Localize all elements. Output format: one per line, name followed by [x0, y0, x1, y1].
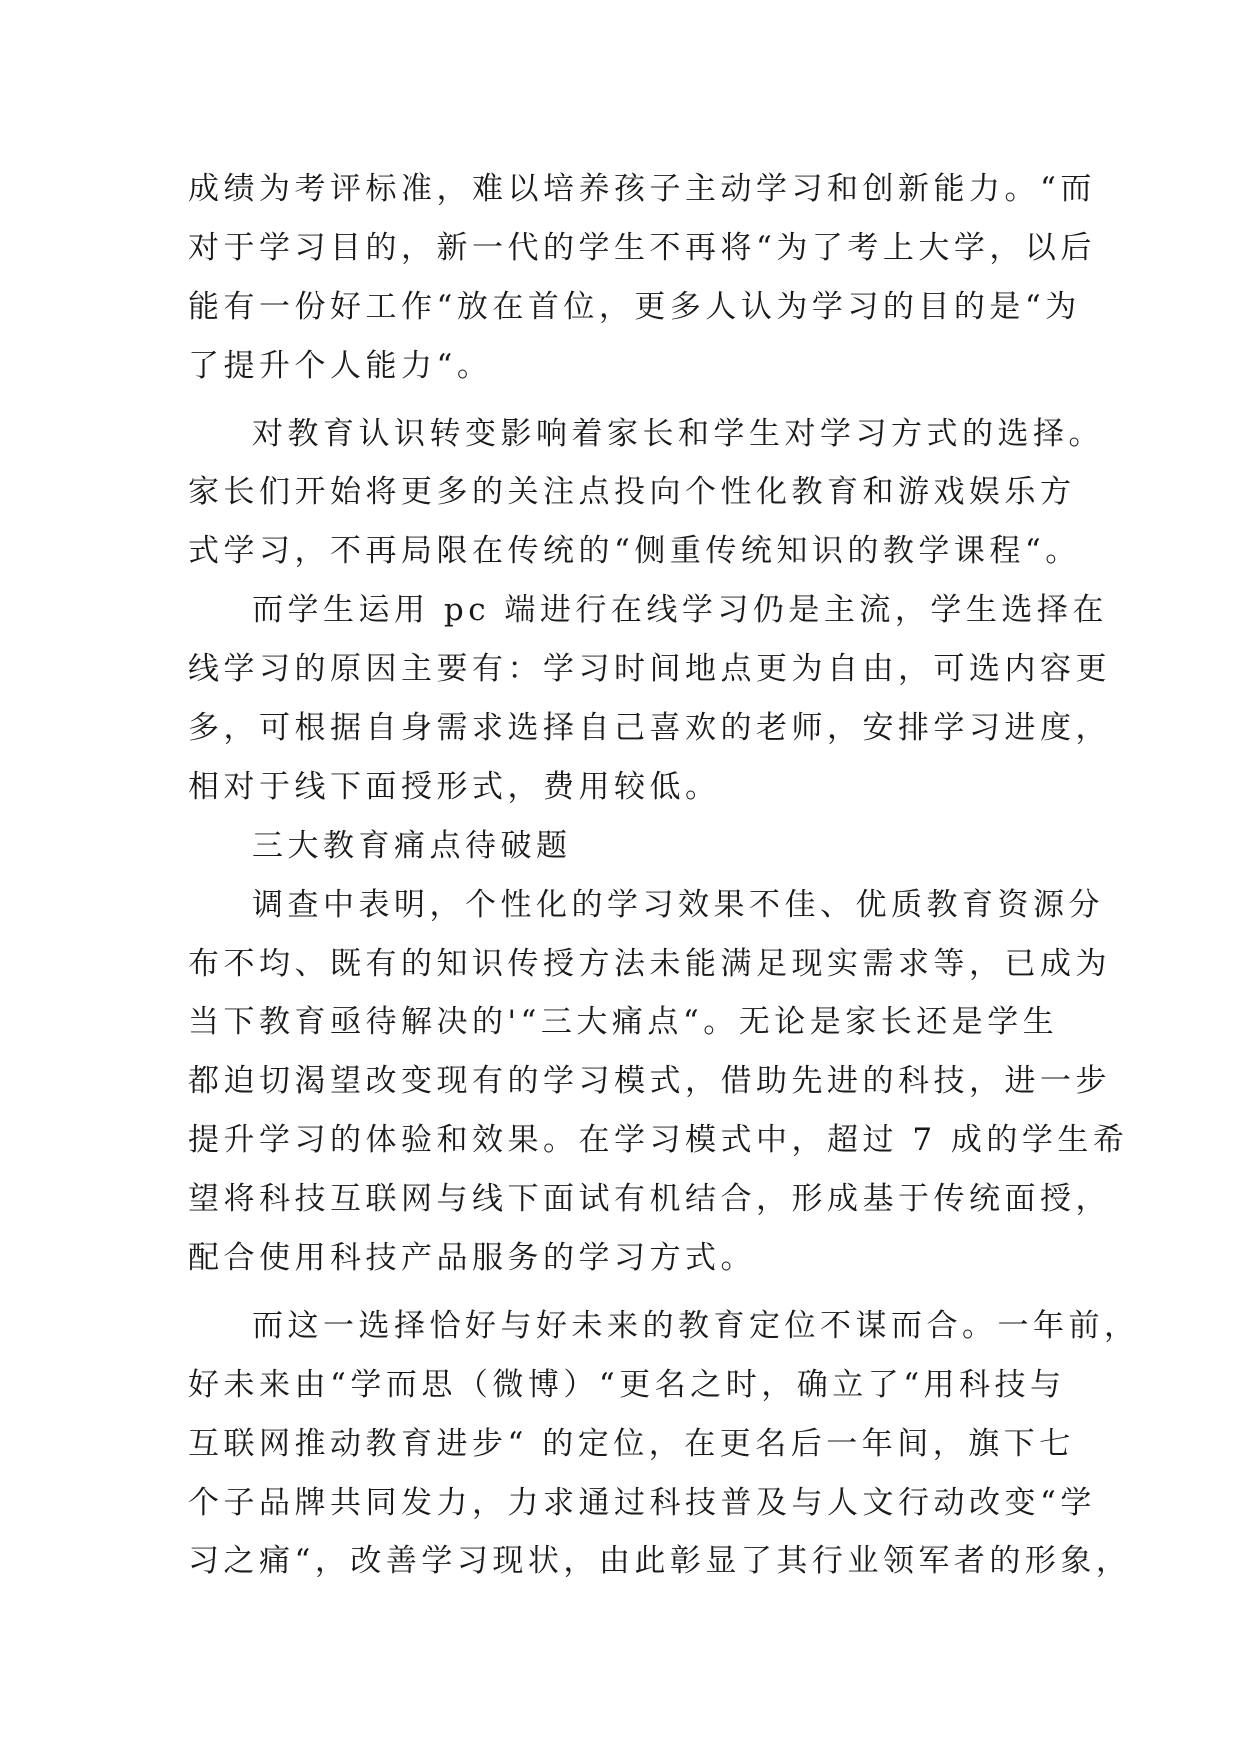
body-line: 个子品牌共同发力，力求通过科技普及与人文行动改变“学 [188, 1484, 1096, 1521]
body-line: 对于学习目的，新一代的学生不再将“为了考上大学，以后 [188, 229, 1096, 266]
body-line: 家长们开始将更多的关注点投向个性化教育和游戏娱乐方 [188, 474, 1076, 511]
paragraph-start-line: 而学生运用 pc 端进行在线学习仍是主流，学生选择在 [252, 592, 1108, 629]
body-line: 互联网推动教育进步“ 的定位，在更名后一年间，旗下七 [188, 1425, 1075, 1462]
article-body [188, 160, 1140, 1591]
body-line: 相对于线下面授形式，费用较低。 [188, 768, 721, 805]
body-line: 好未来由“学而思（微博）“更名之时，确立了“用科技与 [188, 1366, 1066, 1403]
body-line: 习之痛“，改善学习现状，由此彰显了其行业领军者的形象， [188, 1543, 1132, 1580]
body-line: 能有一份好工作“放在首位，更多人认为学习的目的是“为 [188, 288, 1081, 325]
body-line: 式学习，不再局限在传统的“侧重传统知识的教学课程“。 [188, 533, 1081, 570]
body-line: 成绩为考评标准，难以培养孩子主动学习和创新能力。“而 [188, 171, 1096, 207]
body-line: 多，可根据自身需求选择自己喜欢的老师，安排学习进度， [188, 710, 1111, 747]
body-line: 线学习的原因主要有：学习时间地点更为自由，可选内容更 [188, 651, 1111, 688]
section-heading: 三大教育痛点待破题 [252, 827, 572, 864]
body-line: 提升学习的体验和效果。在学习模式中，超过 7 成的学生希 [188, 1122, 1129, 1159]
body-line: 配合使用科技产品服务的学习方式。 [188, 1240, 756, 1277]
paragraph-start-line: 而这一选择恰好与好未来的教育定位不谋而合。一年前， [252, 1307, 1140, 1344]
body-line: 布不均、既有的知识传授方法未能满足现实需求等，已成为 [188, 945, 1111, 982]
body-line: 都迫切渴望改变现有的学习模式，借助先进的科技，进一步 [188, 1063, 1111, 1100]
paragraph-start-line: 调查中表明，个性化的学习效果不佳、优质教育资源分 [252, 886, 1104, 923]
body-line: 了提升个人能力“。 [188, 347, 493, 384]
body-line: 当下教育亟待解决的'“三大痛点“。无论是家长还是学生 [188, 1004, 1059, 1041]
body-line: 望将科技互联网与线下面试有机结合，形成基于传统面授， [188, 1181, 1111, 1218]
paragraph-start-line: 对教育认识转变影响着家长和学生对学习方式的选择。 [252, 415, 1104, 452]
